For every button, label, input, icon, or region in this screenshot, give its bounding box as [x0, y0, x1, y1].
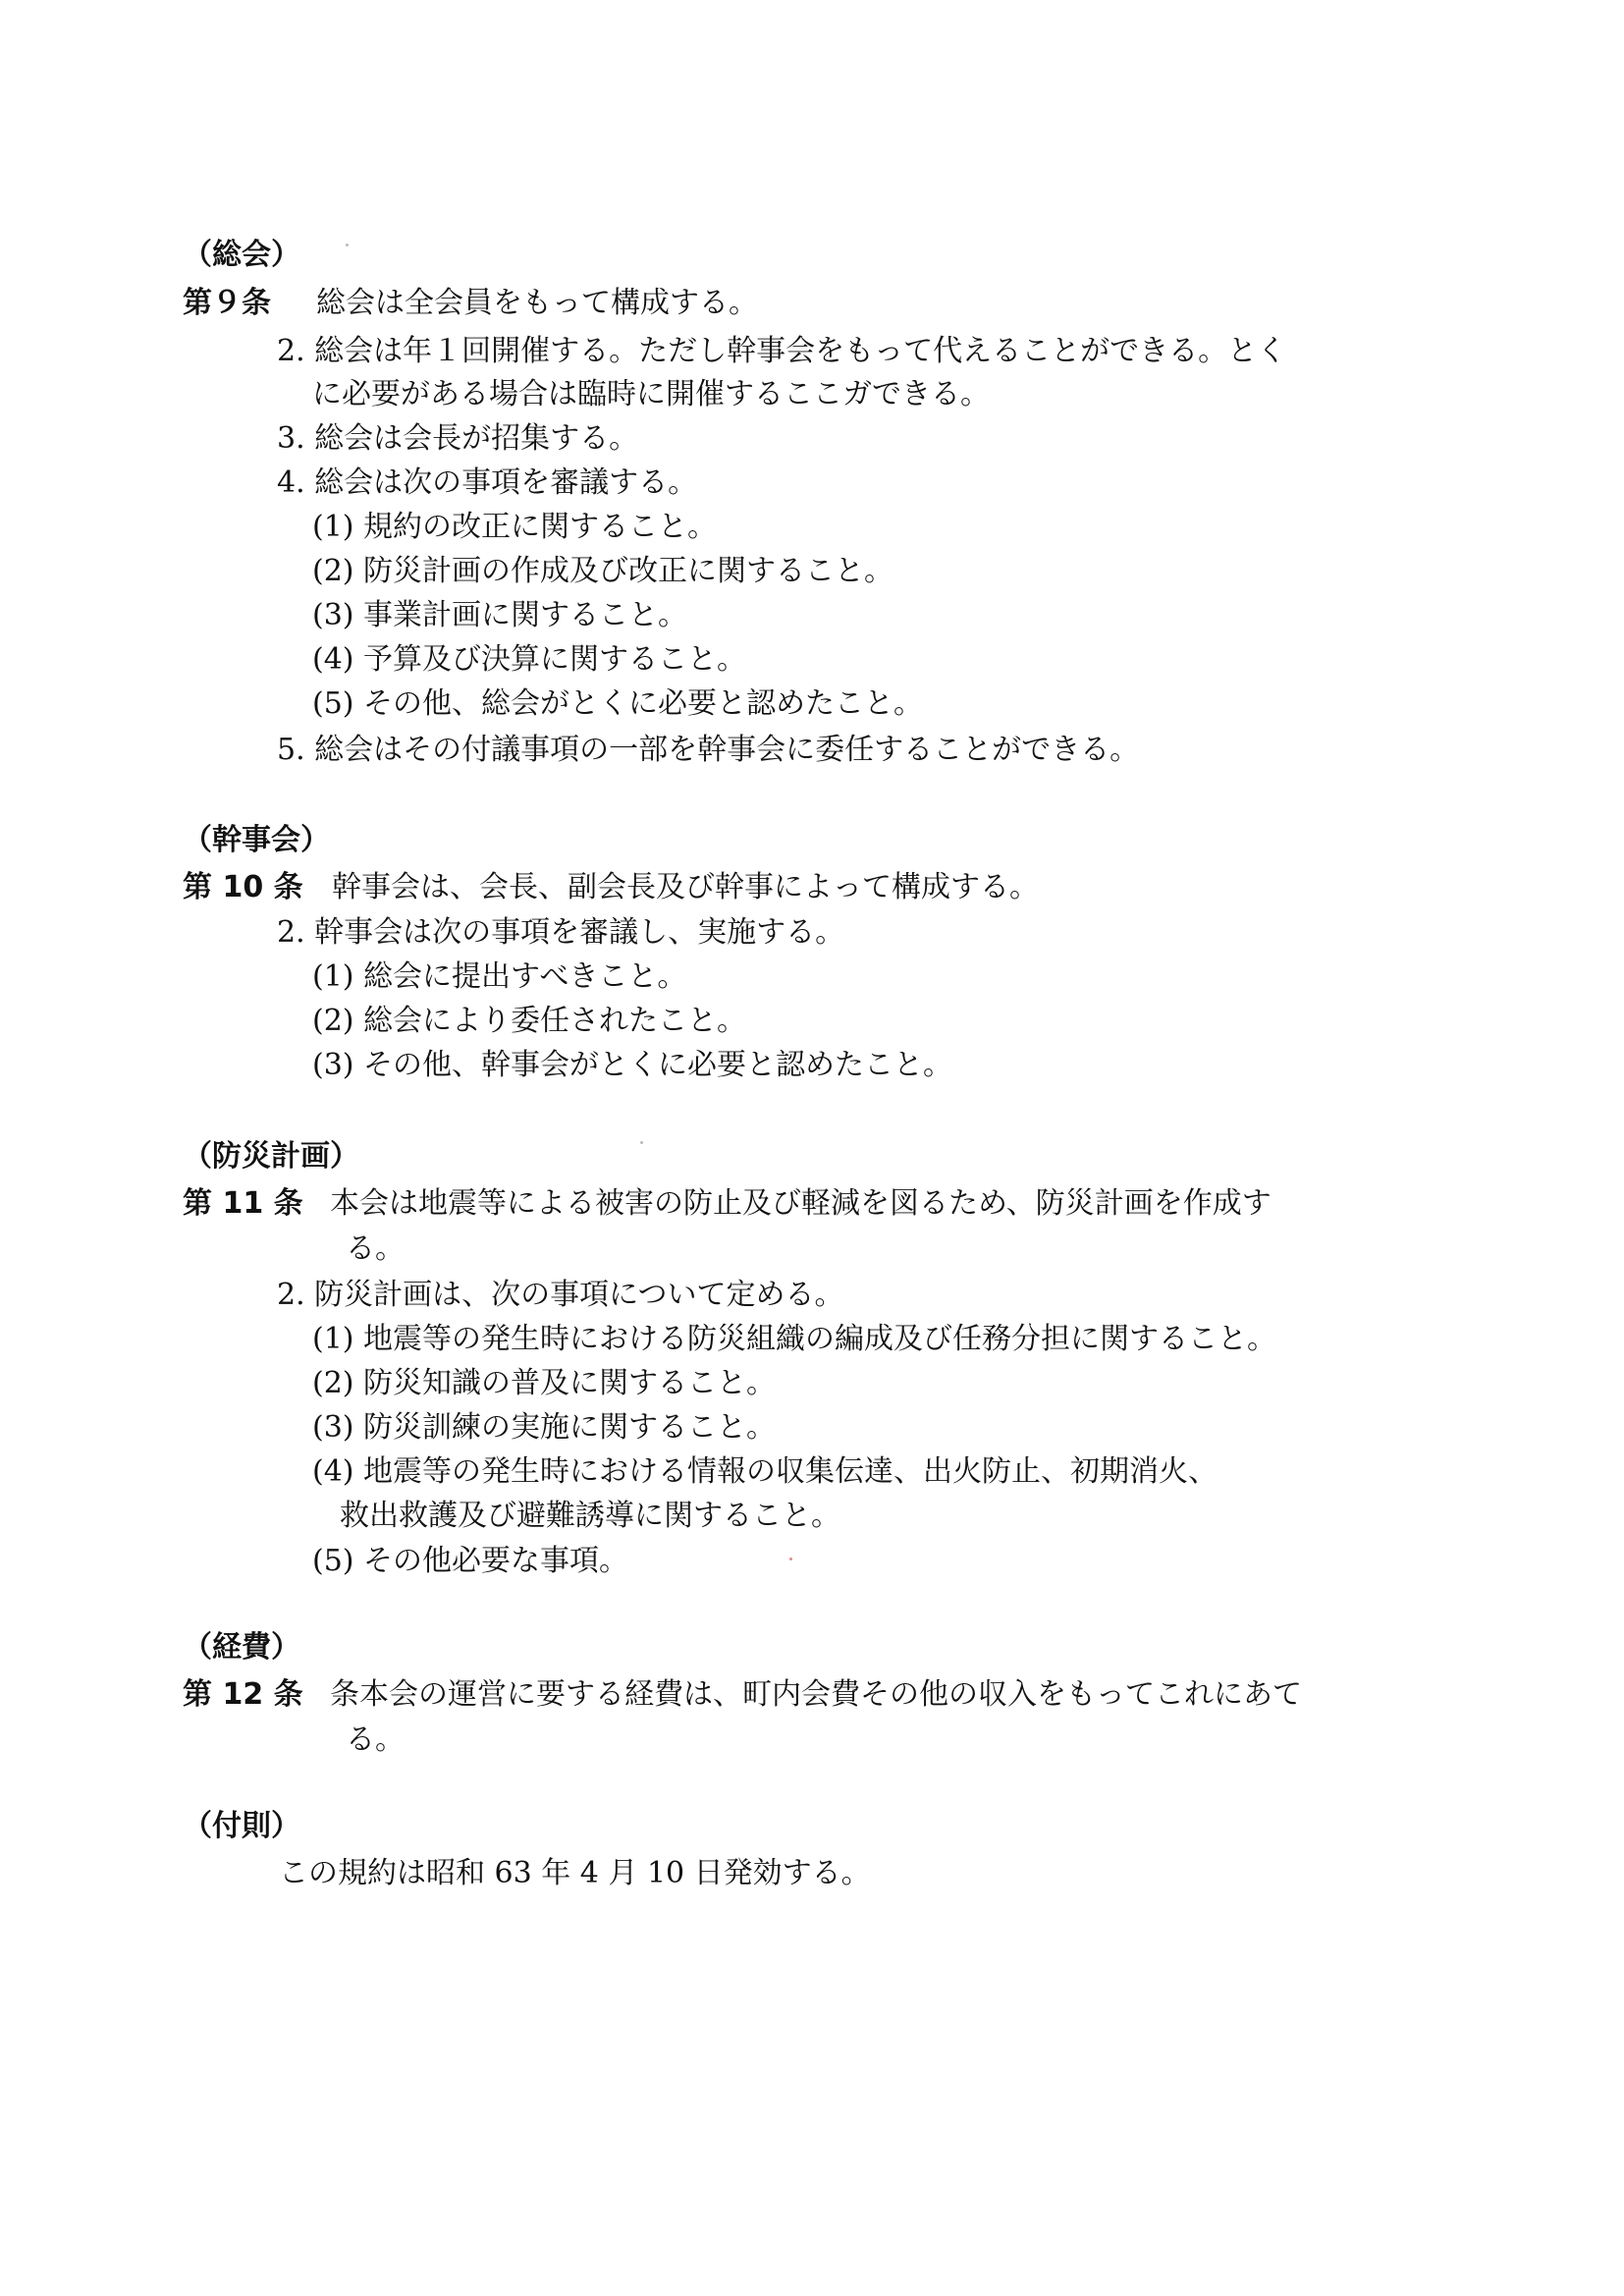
article-10-label: 第 10 条 — [183, 870, 303, 904]
article-10-sub-3: (3) その他、幹事会がとくに必要と認めたこと。 — [312, 1048, 953, 1082]
article-9-sub-4: (4) 予算及び決算に関すること。 — [312, 642, 747, 677]
scan-speck — [346, 244, 349, 246]
article-12-text-line-1: 条本会の運営に要する経費は、町内会費その他の収入をもってこれにあて — [330, 1677, 1302, 1712]
article-9-item-2-line-2: に必要がある場合は臨時に開催するここガできる。 — [312, 377, 990, 411]
scan-speck — [789, 1558, 792, 1560]
article-9-sub-1: (1) 規約の改正に関すること。 — [312, 510, 718, 544]
section-heading-supplementary: （付則） — [183, 1809, 300, 1843]
article-9-sub-5: (5) その他、総会がとくに必要と認めたこと。 — [312, 686, 924, 721]
article-11-item-2: 2. 防災計画は、次の事項について定める。 — [277, 1278, 844, 1312]
article-9-item-2-line-1: 2. 総会は年１回開催する。ただし幹事会をもって代えることができる。とく — [277, 334, 1287, 368]
article-11-sub-5: (5) その他必要な事項。 — [312, 1544, 629, 1578]
article-11-label: 第 11 条 — [183, 1186, 303, 1221]
scan-speck — [640, 1141, 643, 1144]
article-11-text-line-1: 本会は地震等による被害の防止及び軽減を図るため、防災計画を作成す — [330, 1186, 1272, 1221]
article-11-text-line-2: る。 — [346, 1231, 405, 1266]
section-heading-executive-committee: （幹事会） — [183, 823, 330, 857]
article-11-sub-3: (3) 防災訓練の実施に関すること。 — [312, 1410, 777, 1445]
article-10-item-2: 2. 幹事会は次の事項を審議し、実施する。 — [277, 915, 845, 950]
section-heading-general-meeting: （総会） — [183, 238, 300, 272]
article-10-text: 幹事会は、会長、副会長及び幹事によって構成する。 — [332, 870, 1039, 904]
article-9-sub-2: (2) 防災計画の作成及び改正に関すること。 — [312, 554, 894, 588]
article-11-sub-4-line-2: 救出救護及び避難誘導に関すること。 — [340, 1499, 840, 1533]
article-12-label: 第 12 条 — [183, 1677, 303, 1712]
article-10-sub-2: (2) 総会により委任されたこと。 — [312, 1004, 747, 1038]
article-11-sub-2: (2) 防災知識の普及に関すること。 — [312, 1366, 777, 1400]
article-9-item-4: 4. 総会は次の事項を審議する。 — [277, 465, 698, 500]
section-heading-disaster-plan: （防災計画） — [183, 1139, 359, 1174]
article-9-item-5: 5. 総会はその付議事項の一部を幹事会に委任することができる。 — [277, 733, 1140, 767]
article-9-sub-3: (3) 事業計画に関すること。 — [312, 598, 688, 632]
section-heading-expenses: （経費） — [183, 1630, 300, 1665]
article-9-label: 第９条 — [183, 286, 271, 320]
article-9-item-3: 3. 総会は会長が招集する。 — [277, 421, 639, 456]
supplementary-text: この規約は昭和 63 年 4 月 10 日発効する。 — [279, 1856, 871, 1890]
article-12-text-line-2: る。 — [346, 1722, 405, 1757]
article-11-sub-4-line-1: (4) 地震等の発生時における情報の収集伝達、出火防止、初期消火、 — [312, 1454, 1218, 1489]
article-11-sub-1: (1) 地震等の発生時における防災組織の編成及び任務分担に関すること。 — [312, 1322, 1277, 1356]
article-10-sub-1: (1) 総会に提出すべきこと。 — [312, 959, 687, 994]
article-9-text: 総会は全会員をもって構成する。 — [316, 286, 758, 320]
